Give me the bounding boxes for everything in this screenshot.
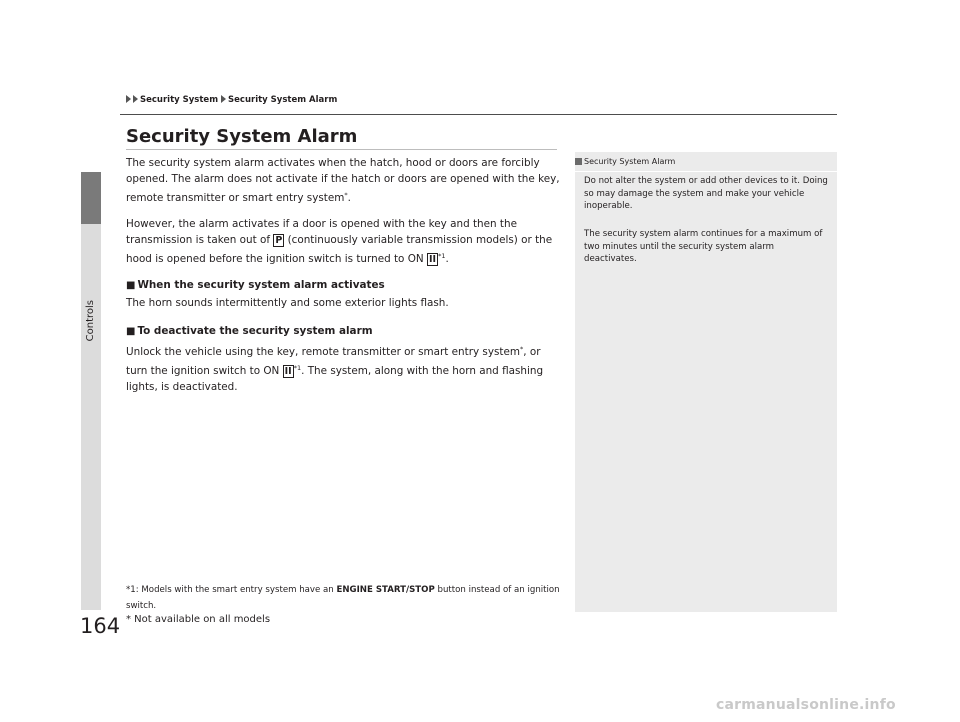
footnote: [126, 582, 562, 614]
chapter-side-tab: [81, 172, 101, 610]
breadcrumb: [126, 95, 337, 105]
title-divider: [126, 149, 557, 150]
sidebar-note: [575, 152, 837, 612]
activates-text: The horn sounds intermittently and some exterior lights flash.: [126, 297, 449, 309]
sidebar-heading: [575, 157, 675, 166]
exception-text: However, the alarm activates if a door is opened with the key and then the transmission is taken out of: [126, 218, 517, 246]
breadcrumb-arrow-icon: [126, 95, 131, 103]
paragraph-exception: [126, 216, 562, 267]
sidebar-divider: [575, 171, 837, 172]
header-divider: [120, 114, 837, 115]
gear-p-key-icon: P: [275, 235, 283, 246]
watermark: carmanualsonline.info: [716, 697, 896, 713]
chapter-tab-marker: [81, 172, 101, 224]
heading-activates-text: When the security system alarm activates: [137, 279, 385, 291]
exception-text-cont: (continuously variable transmission models) or the hood is opened before the ignition switch is turned to ON: [126, 234, 553, 265]
footnote-text-end: button instead of an ignition switch.: [126, 585, 560, 611]
deactivate-text-cont: , or turn the ignition switch to ON: [126, 346, 541, 377]
note-marker-icon: [575, 158, 582, 165]
ignition-on-key-icon: II: [428, 254, 437, 265]
footnote-text: *1: Models with the smart entry system have an: [126, 585, 334, 595]
heading-deactivate: [126, 325, 373, 337]
not-available-marker: *: [344, 191, 348, 199]
heading-deactivate-text: To deactivate the security system alarm: [137, 325, 373, 337]
breadcrumb-level2[interactable]: Security System Alarm: [228, 95, 338, 105]
breadcrumb-level1[interactable]: Security System: [140, 95, 219, 105]
paragraph-intro: [126, 155, 562, 206]
intro-text: The security system alarm activates when the hatch, hood or doors are forcibly opened. The alarm does not activate if the hatch or doors are opened with the key, remote transmitter or smart entry system: [126, 157, 560, 204]
exception-text-end: .: [445, 253, 449, 265]
square-bullet-icon: ■: [126, 280, 136, 291]
chapter-label: Controls: [85, 300, 96, 342]
footnote-ref[interactable]: *1: [438, 252, 446, 260]
square-bullet-icon: ■: [126, 326, 136, 337]
not-available-marker: *: [520, 345, 524, 353]
footnote-ref[interactable]: *1: [293, 364, 302, 372]
sidebar-paragraph-2: The security system alarm continues for a maximum of two minutes until the security system alarm deactivates.: [584, 229, 823, 264]
ignition-on-key-icon: II: [284, 366, 292, 377]
breadcrumb-arrow-icon: [133, 95, 138, 103]
page-number: 164: [80, 614, 121, 638]
deactivate-text-end: . The system, along with the horn and flashing lights, is deactivated.: [126, 365, 544, 393]
page-title: Security System Alarm: [126, 126, 358, 147]
intro-text-end: .: [347, 192, 351, 204]
heading-activates: [126, 279, 385, 291]
sidebar-paragraph-1: Do not alter the system or add other devices to it. Doing so may damage the system and make your vehicle inoperable.: [584, 176, 828, 211]
deactivate-text: Unlock the vehicle using the key, remote transmitter or smart entry system: [126, 346, 520, 358]
not-available-note: * Not available on all models: [126, 614, 271, 625]
breadcrumb-arrow-icon: [221, 95, 226, 103]
sidebar-heading-text: Security System Alarm: [584, 157, 676, 166]
paragraph-deactivate: [126, 341, 562, 395]
engine-start-stop-label: ENGINE START/STOP: [336, 585, 435, 595]
